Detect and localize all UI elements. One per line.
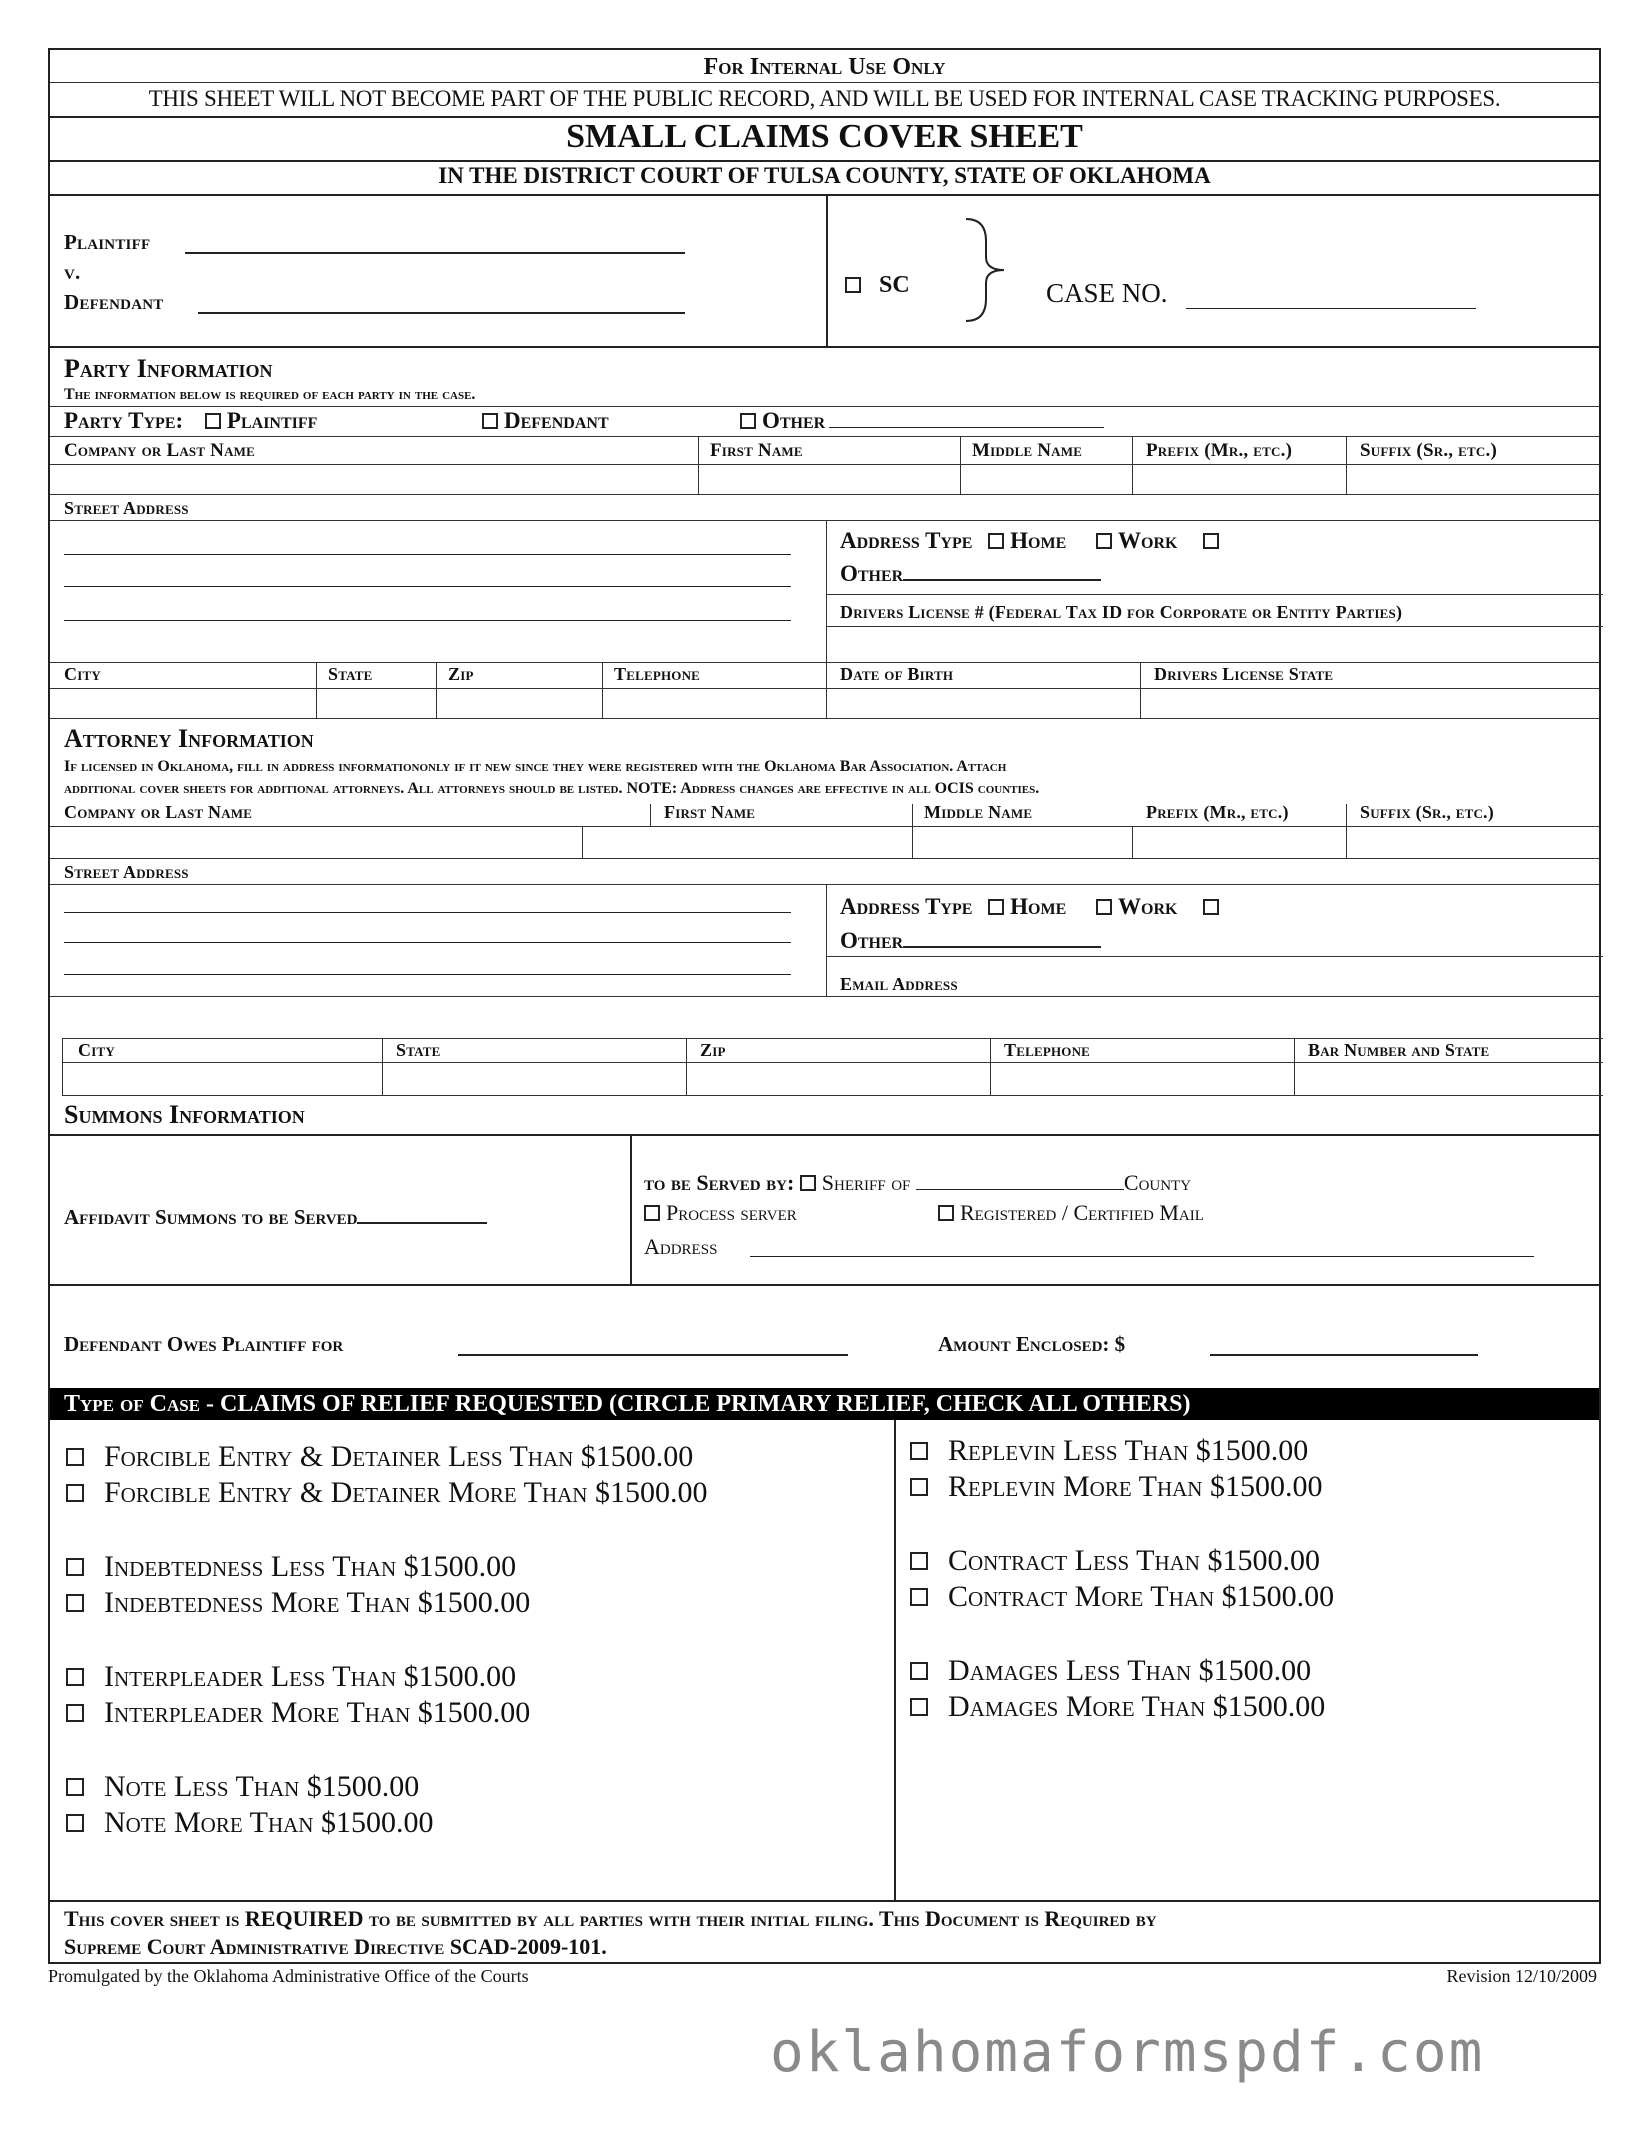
attorney-col-state: State xyxy=(396,1040,441,1060)
affidavit-summons-label: Affidavit Summons to be Served xyxy=(64,1205,358,1229)
claim-checkbox[interactable] xyxy=(66,1448,84,1466)
attorney-home-option[interactable] xyxy=(988,894,1066,919)
attorney-work-checkbox[interactable] xyxy=(1096,899,1112,915)
claim-damages-less[interactable] xyxy=(910,1654,1311,1688)
sheriff-checkbox[interactable] xyxy=(800,1175,816,1191)
brace-icon xyxy=(960,215,1020,325)
claim-label: Damages Less Than $1500.00 xyxy=(948,1654,1312,1687)
plaintiff-label: Plaintiff xyxy=(64,230,151,254)
attorney-state-input[interactable] xyxy=(384,1064,684,1094)
served-by-row xyxy=(644,1170,1191,1196)
party-type-other-label: Other xyxy=(762,408,826,433)
party-col-first-name: First Name xyxy=(710,440,803,461)
sc-label: SC xyxy=(879,272,910,298)
claim-checkbox[interactable] xyxy=(66,1484,84,1502)
claim-checkbox[interactable] xyxy=(66,1704,84,1722)
defendant-field[interactable] xyxy=(198,290,685,314)
affidavit-summons-field[interactable] xyxy=(357,1200,487,1224)
attorney-middle-name-input[interactable] xyxy=(914,828,1130,856)
service-address-field[interactable] xyxy=(750,1234,1534,1257)
attorney-col-telephone: Telephone xyxy=(1004,1040,1091,1060)
party-first-name-input[interactable] xyxy=(700,466,958,492)
party-home-checkbox[interactable] xyxy=(988,533,1004,549)
party-type-defendant-label: Defendant xyxy=(504,408,609,433)
versus-label: v. xyxy=(64,260,81,284)
party-work-label: Work xyxy=(1118,528,1178,553)
party-other-address-row[interactable] xyxy=(840,559,1101,587)
attorney-col-first-name: First Name xyxy=(664,802,756,822)
party-col-city: City xyxy=(64,664,101,684)
process-server-option[interactable] xyxy=(644,1200,797,1226)
claim-checkbox[interactable] xyxy=(66,1558,84,1576)
party-col-prefix: Prefix (Mr., etc.) xyxy=(1146,440,1293,461)
attorney-col-last-name: Company or Last Name xyxy=(64,802,253,822)
claim-forcible-entry-less[interactable] xyxy=(66,1440,693,1474)
party-city-input[interactable] xyxy=(52,690,314,716)
attorney-other-address-checkbox[interactable] xyxy=(1203,899,1219,915)
sc-option[interactable] xyxy=(845,272,910,299)
party-col-suffix: Suffix (Sr., etc.) xyxy=(1360,440,1497,461)
attorney-other-address-label: Other xyxy=(840,928,904,953)
claim-checkbox[interactable] xyxy=(910,1478,928,1496)
party-license-state-input[interactable] xyxy=(1142,690,1598,716)
registered-mail-option[interactable] xyxy=(938,1200,1204,1226)
cover-sheet-form xyxy=(48,48,1601,1964)
party-col-dob: Date of Birth xyxy=(840,664,954,684)
summons-info-heading: Summons Information xyxy=(64,1100,305,1129)
attorney-street-label: Street Address xyxy=(64,862,189,882)
attorney-work-label: Work xyxy=(1118,894,1178,919)
sheriff-county-field[interactable] xyxy=(916,1171,1124,1190)
amount-enclosed-label: Amount Enclosed: $ xyxy=(938,1332,1126,1356)
attorney-other-address-field[interactable] xyxy=(903,926,1101,948)
claim-note-more[interactable] xyxy=(66,1806,433,1840)
claim-checkbox[interactable] xyxy=(910,1442,928,1460)
party-license-input[interactable] xyxy=(828,628,1598,658)
party-work-checkbox[interactable] xyxy=(1096,533,1112,549)
service-address-row xyxy=(644,1234,717,1260)
process-server-label: Process server xyxy=(666,1200,797,1225)
attorney-zip-input[interactable] xyxy=(688,1064,988,1094)
attorney-city-input[interactable] xyxy=(64,1064,380,1094)
party-license-label: Drivers License # (Federal Tax ID for Corporate or Entity Parties) xyxy=(840,602,1403,622)
claim-label: Forcible Entry & Detainer More Than $1500.00 xyxy=(104,1476,708,1509)
party-dob-input[interactable] xyxy=(828,690,1138,716)
claim-checkbox[interactable] xyxy=(66,1594,84,1612)
claim-label: Replevin Less Than $1500.00 xyxy=(948,1434,1309,1467)
attorney-home-checkbox[interactable] xyxy=(988,899,1004,915)
case-type-bar: Type of Case - CLAIMS OF RELIEF REQUESTED (CIRCLE PRIMARY RELIEF, CHECK ALL OTHERS) xyxy=(50,1388,1599,1420)
claim-label: Damages More Than $1500.00 xyxy=(948,1690,1326,1723)
case-number-field[interactable] xyxy=(1186,286,1476,309)
party-type-plaintiff-label: Plaintiff xyxy=(226,408,318,433)
claim-contract-less[interactable] xyxy=(910,1544,1320,1578)
attorney-address-type-row xyxy=(840,894,1225,920)
claim-interpleader-more[interactable] xyxy=(66,1696,530,1730)
owes-field[interactable] xyxy=(458,1332,848,1356)
claim-label: Contract Less Than $1500.00 xyxy=(948,1544,1320,1577)
claim-checkbox[interactable] xyxy=(910,1662,928,1680)
party-zip-input[interactable] xyxy=(438,690,600,716)
party-col-last-name: Company or Last Name xyxy=(64,440,256,461)
claim-label: Note More Than $1500.00 xyxy=(104,1806,434,1839)
plaintiff-checkbox[interactable] xyxy=(205,413,221,429)
attorney-info-heading: Attorney Information xyxy=(64,724,314,753)
party-other-address-checkbox[interactable] xyxy=(1203,533,1219,549)
party-work-option[interactable] xyxy=(1096,528,1177,553)
attorney-home-label: Home xyxy=(1010,894,1067,919)
attorney-col-bar-number: Bar Number and State xyxy=(1308,1040,1490,1060)
attorney-street-line-2[interactable] xyxy=(64,922,791,943)
owes-label: Defendant Owes Plaintiff for xyxy=(64,1332,344,1356)
party-address-type-label: Address Type xyxy=(840,528,973,553)
promulgated-note: Promulgated by the Oklahoma Administrative Office of the Courts xyxy=(48,1966,529,1986)
service-address-label: Address xyxy=(644,1234,718,1259)
defendant-checkbox[interactable] xyxy=(482,413,498,429)
claim-label: Interpleader More Than $1500.00 xyxy=(104,1696,531,1729)
county-label: County xyxy=(1123,1170,1192,1195)
attorney-col-prefix: Prefix (Mr., etc.) xyxy=(1146,802,1289,822)
amount-enclosed-field[interactable] xyxy=(1210,1332,1478,1356)
claim-checkbox[interactable] xyxy=(910,1552,928,1570)
party-other-address-label: Other xyxy=(840,561,904,586)
party-other-address-field[interactable] xyxy=(903,559,1101,581)
party-info-heading: Party Information xyxy=(64,354,273,383)
party-type-other-field[interactable] xyxy=(829,409,1104,428)
party-telephone-input[interactable] xyxy=(604,690,824,716)
party-middle-name-input[interactable] xyxy=(962,466,1130,492)
party-col-license-state: Drivers License State xyxy=(1154,664,1334,684)
served-by-label: to be Served by: xyxy=(644,1170,795,1195)
attorney-suffix-input[interactable] xyxy=(1348,828,1598,856)
registered-mail-checkbox[interactable] xyxy=(938,1205,954,1221)
attorney-prefix-input[interactable] xyxy=(1134,828,1344,856)
court-name: IN THE DISTRICT COURT OF TULSA COUNTY, STATE OF OKLAHOMA xyxy=(438,163,1211,188)
party-type-row xyxy=(64,408,317,434)
attorney-telephone-input[interactable] xyxy=(992,1064,1292,1094)
attorney-last-name-input[interactable] xyxy=(52,828,580,856)
claim-replevin-more[interactable] xyxy=(910,1470,1322,1504)
attorney-note-1: If licensed in Oklahoma, fill in address informationonly if it new since they were registered with the Oklahoma Bar Association. Attach xyxy=(64,758,1007,775)
claim-label: Interpleader Less Than $1500.00 xyxy=(104,1660,517,1693)
claim-label: Indebtedness More Than $1500.00 xyxy=(104,1586,531,1619)
claim-label: Replevin More Than $1500.00 xyxy=(948,1470,1323,1503)
attorney-first-name-input[interactable] xyxy=(584,828,910,856)
party-address-type-row xyxy=(840,528,1225,554)
claim-label: Forcible Entry & Detainer Less Than $1500.00 xyxy=(104,1440,694,1473)
registered-mail-label: Registered / Certified Mail xyxy=(960,1200,1204,1225)
party-col-telephone: Telephone xyxy=(614,664,701,684)
claim-checkbox[interactable] xyxy=(66,1778,84,1796)
party-type-defendant-option[interactable] xyxy=(482,408,609,434)
party-street-label: Street Address xyxy=(64,498,189,518)
affidavit-summons-row xyxy=(64,1200,487,1230)
internal-use-heading: For Internal Use Only xyxy=(703,54,946,80)
party-street-line-2[interactable] xyxy=(64,566,791,587)
sheriff-label: Sheriff of xyxy=(821,1170,911,1195)
required-notice-line-1: This cover sheet is REQUIRED to be submitted by all parties with their initial filing. This Document is Required by xyxy=(64,1906,1157,1931)
attorney-col-middle-name: Middle Name xyxy=(924,802,1033,822)
party-type-plaintiff-option[interactable] xyxy=(205,408,318,433)
party-type-other-option[interactable] xyxy=(740,408,1104,434)
claim-forcible-entry-more[interactable] xyxy=(66,1476,707,1510)
attorney-bar-number-input[interactable] xyxy=(1296,1064,1600,1094)
claim-label: Contract More Than $1500.00 xyxy=(948,1580,1335,1613)
claim-damages-more[interactable] xyxy=(910,1690,1325,1724)
claim-contract-more[interactable] xyxy=(910,1580,1334,1614)
party-col-zip: Zip xyxy=(448,664,474,684)
claim-replevin-less[interactable] xyxy=(910,1434,1308,1468)
attorney-note-2: additional cover sheets for additional attorneys. All attorneys should be listed. NOTE: Address changes are effective in all OCIS counties. xyxy=(64,780,1040,797)
party-home-label: Home xyxy=(1010,528,1067,553)
form-title: SMALL CLAIMS COVER SHEET xyxy=(566,118,1083,155)
revision-note: Revision 12/10/2009 xyxy=(1446,1966,1597,1986)
internal-use-notice: THIS SHEET WILL NOT BECOME PART OF THE PUBLIC RECORD, AND WILL BE USED FOR INTERNAL CASE TRACKING PURPOSES. xyxy=(148,86,1501,111)
party-home-option[interactable] xyxy=(988,528,1066,553)
case-number-label: CASE NO. xyxy=(1046,278,1168,308)
claim-indebtedness-more[interactable] xyxy=(66,1586,530,1620)
attorney-street-line-3[interactable] xyxy=(64,954,791,975)
party-info-note: The information below is required of each party in the case. xyxy=(64,386,476,403)
party-col-middle-name: Middle Name xyxy=(972,440,1083,461)
attorney-work-option[interactable] xyxy=(1096,894,1177,919)
site-watermark: oklahomaformspdf.com xyxy=(770,2020,1485,2085)
claim-checkbox[interactable] xyxy=(66,1814,84,1832)
party-state-input[interactable] xyxy=(318,690,434,716)
claim-checkbox[interactable] xyxy=(66,1668,84,1686)
party-last-name-input[interactable] xyxy=(52,466,696,492)
claim-indebtedness-less[interactable] xyxy=(66,1550,516,1584)
attorney-col-city: City xyxy=(78,1040,115,1060)
process-server-checkbox[interactable] xyxy=(644,1205,660,1221)
attorney-email-input[interactable] xyxy=(828,958,1598,994)
attorney-address-type-label: Address Type xyxy=(840,894,973,919)
attorney-email-label: Email Address xyxy=(840,974,958,994)
claim-interpleader-less[interactable] xyxy=(66,1660,516,1694)
party-street-line-1[interactable] xyxy=(64,534,791,555)
other-checkbox[interactable] xyxy=(740,413,756,429)
defendant-label: Defendant xyxy=(64,290,164,314)
claim-checkbox[interactable] xyxy=(910,1588,928,1606)
claim-label: Note Less Than $1500.00 xyxy=(104,1770,420,1803)
party-street-line-3[interactable] xyxy=(64,600,791,621)
attorney-col-suffix: Suffix (Sr., etc.) xyxy=(1360,802,1494,822)
claim-note-less[interactable] xyxy=(66,1770,419,1804)
claim-label: Indebtedness Less Than $1500.00 xyxy=(104,1550,517,1583)
party-col-state: State xyxy=(328,664,373,684)
sc-checkbox[interactable] xyxy=(845,277,861,293)
required-notice-line-2: Supreme Court Administrative Directive SCAD-2009-101. xyxy=(64,1934,607,1959)
plaintiff-field[interactable] xyxy=(185,230,685,254)
attorney-col-zip: Zip xyxy=(700,1040,726,1060)
claim-checkbox[interactable] xyxy=(910,1698,928,1716)
party-prefix-input[interactable] xyxy=(1134,466,1344,492)
party-type-label: Party Type: xyxy=(64,408,184,433)
party-suffix-input[interactable] xyxy=(1348,466,1598,492)
attorney-other-address-row[interactable] xyxy=(840,926,1101,954)
attorney-street-line-1[interactable] xyxy=(64,892,791,913)
